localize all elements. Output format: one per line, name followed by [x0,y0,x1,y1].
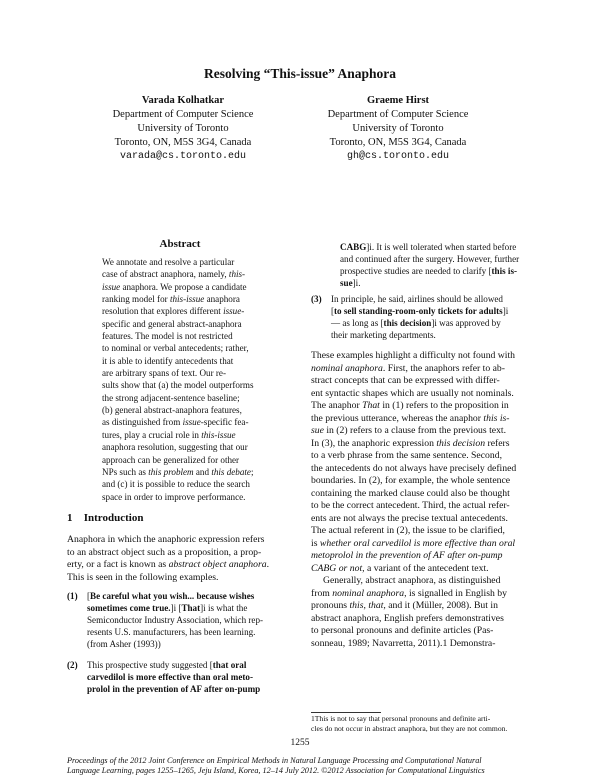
abstract-body [102,256,262,503]
abstract-line: case of abstract anaphora, namely, this- [102,269,246,280]
example-1 [67,591,290,651]
footnote-line: cles do not occur in abstract anaphora, but they are not common. [311,724,508,733]
example-line: This prospective study suggested [that oral [87,660,247,670]
body-line: Generally, abstract anaphora, as distinguished [323,575,501,586]
section-number: 1 [67,512,73,524]
abstract-line: features. The model is not restricted [102,331,233,342]
intro-line: to an abstract object such as a proposition, a prop- [67,546,262,558]
abstract-line: and (c) it is possible to reduce the search [102,479,250,490]
abstract-line: it is able to identify antecedents that [102,355,234,366]
example-label: (2) [67,660,78,670]
continuation-line: prospective studies are needed to clarify [this is- [340,265,518,276]
body-line: metoprolol in the prevention of AF after on-pump [311,550,503,561]
author-email[interactable]: varada@cs.toronto.edu [119,151,247,162]
abstract-line: are arbitrary spans of text. Our re- [102,368,226,379]
example-line: (from Asher (1993)) [87,638,161,649]
body-line: to a verb phrase from the same sentence. Second, [311,450,502,461]
example-line: sometimes come true.]i [That]i is what the [87,602,248,613]
body-line: ent syntactic shapes which are usually not nominals. [311,387,514,399]
example-line: [to sell standing-room-only tickets for adults]i [331,305,509,316]
body-line: from nominal anaphora, is signalled in English by [311,587,507,599]
abstract-line: space in order to improve performance. [102,491,246,502]
example-text [331,294,534,342]
abstract-line: to nominal or verbal antecedents; rather, [102,343,249,354]
abstract-line: resolution that explores different issue- [102,306,245,317]
example-2-continuation [340,242,534,290]
author-name: Varada Kolhatkar [141,95,225,106]
continuation-line: and continued after the surgery. However, further [340,253,520,264]
author-university: University of Toronto [352,123,444,134]
body-line: the previous utterance, whereas the anaphor this is- [311,412,510,424]
body-paragraph-right [311,350,534,650]
author-address: Toronto, ON, M5S 3G4, Canada [114,137,252,148]
example-line: In principle, he said, airlines should be allowed [331,294,503,304]
example-text [87,660,290,696]
body-line: is whether oral carvedilol is more effective than oral [311,537,516,549]
author-block-1 [88,94,278,164]
body-line: to be the correct antecedent. Third, the actual refer- [311,500,510,511]
abstract-line: the strong adjacent-sentence baseline; [102,392,240,403]
abstract-line: anaphora resolution, suggesting that our [102,442,248,453]
example-3 [311,294,534,342]
body-line: pronouns this, that, and it (Müller, 2008). But in [311,600,498,611]
author-university: University of Toronto [137,123,229,134]
continuation-line: CABG]i. It is well tolerated when started before [340,242,517,252]
body-line: abstract anaphora, English prefers demonstratives [311,612,504,624]
abstract-line: issue anaphora. We propose a candidate [102,281,247,292]
author-name: Graeme Hirst [366,95,430,106]
abstract-line: approach can be generalized for other [102,454,240,465]
author-department: Department of Computer Science [112,109,254,120]
body-line: The anaphor That in (1) refers to the proposition in [311,400,509,411]
body-line: The actual referent in (2), the issue to be clarified, [311,525,505,536]
intro-line: erty, or a fact is known as abstract object anaphora. [67,559,269,570]
body-line: These examples highlight a difficulty not found with [311,350,516,361]
body-line: boundaries. In (2), for example, the whole sentence [311,475,511,486]
example-label: (1) [67,591,78,601]
example-line: their marketing departments. [331,329,436,340]
intro-line: Anaphora in which the anaphoric expression refers [67,534,265,545]
proceedings-footer [67,756,537,775]
example-2 [67,660,290,696]
body-line: to personal pronouns and definite articles (Pas- [311,625,494,636]
body-line: sonneau, 1989; Navarretta, 2011).1 Demonstra- [311,637,496,649]
example-line: Semiconductor Industry Association, which rep- [87,614,264,625]
continuation-line: sue]i. [340,277,361,288]
body-line: CABG or not, a variant of the antecedent text. [311,562,489,574]
footnote-line: 1This is not to say that personal pronouns and definite arti- [311,714,491,723]
body-line: ents are not always the precise textual antecedents. [311,512,508,524]
example-line: prolol in the prevention of AF after on-pump [87,683,261,694]
section-heading-introduction [67,512,290,524]
example-line: carvedilol is more effective than oral meto- [87,671,253,682]
example-text [87,591,290,651]
example-line: — as long as [this decision]i was approved by [331,317,501,328]
body-line: In (3), the anaphoric expression this decision refers [311,437,510,449]
body-line: nominal anaphora. First, the anaphors refer to ab- [311,362,505,374]
example-label: (3) [311,294,322,304]
abstract-line: sults show that (a) the model outperforms [102,380,254,391]
abstract-line: (b) general abstract-anaphora features, [102,405,242,416]
abstract-line: We annotate and resolve a particular [102,257,235,267]
proceedings-line: Proceedings of the 2012 Joint Conference on Empirical Methods in Natural Language Processing and Computational Natural [67,756,482,765]
proceedings-line: Language Learning, pages 1255–1265, Jeju Island, Korea, 12–14 July 2012. ©2012 Association for Computational Linguistics [67,765,485,775]
body-line: stract concepts that can be expressed with differ- [311,375,500,386]
abstract-line: ranking model for this-issue anaphora [102,294,240,305]
example-line: [Be careful what you wish... because wishes [87,591,255,601]
paper-title: Resolving “This-issue” Anaphora [203,66,397,81]
abstract-line: specific and general abstract-anaphora [102,318,242,329]
author-address: Toronto, ON, M5S 3G4, Canada [329,137,467,148]
intro-paragraph [67,534,290,584]
body-line: containing the marked clause could also be thought [311,487,510,499]
example-line: resents U.S. manufacturers, has been learning. [87,626,256,637]
intro-line: This is seen in the following examples. [67,571,219,583]
footnote [311,714,534,734]
abstract-line: NPs such as this problem and this debate; [102,466,254,477]
abstract-heading: Abstract [159,238,201,250]
page-number: 1255 [290,738,310,748]
abstract-line: tures, play a crucial role in this-issue [102,429,236,440]
author-block-2 [303,94,493,164]
body-line: the antecedents do not always have precisely defined [311,462,517,474]
body-line: sue in (2) refers to a clause from the previous text. [311,425,507,436]
abstract-line: as distinguished from issue-specific fea- [102,417,249,428]
author-email[interactable]: gh@cs.toronto.edu [346,151,450,162]
author-department: Department of Computer Science [327,109,469,120]
footnote-rule [311,712,381,713]
section-title: Introduction [83,512,144,524]
